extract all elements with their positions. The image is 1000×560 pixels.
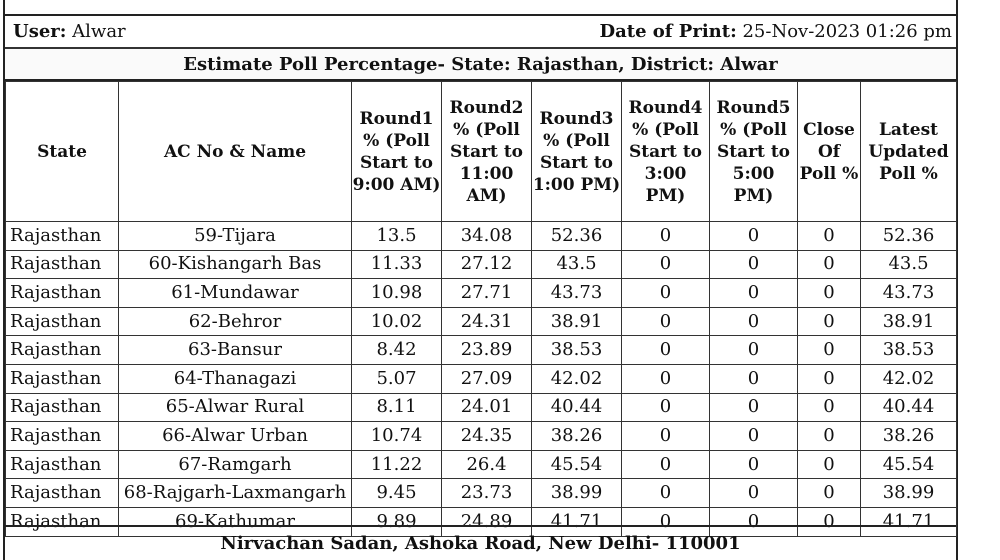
table-cell: 61-Mundawar: [119, 279, 352, 308]
table-cell: 0: [710, 364, 798, 393]
report-sheet: [3, 0, 958, 560]
table-cell: 11.33: [352, 250, 442, 279]
column-header: Round3 % (Poll Start to 1:00 PM): [532, 82, 622, 222]
poll-table: [5, 81, 957, 537]
table-cell: 34.08: [442, 222, 532, 251]
table-cell: 11.22: [352, 450, 442, 479]
table-cell: 0: [622, 279, 710, 308]
table-cell: 0: [622, 222, 710, 251]
table-cell: Rajasthan: [6, 450, 119, 479]
table-cell: 0: [798, 507, 861, 536]
table-cell: 43.5: [861, 250, 957, 279]
table-cell: 24.01: [442, 393, 532, 422]
table-cell: 67-Ramgarh: [119, 450, 352, 479]
user-info: [13, 21, 126, 42]
table-cell: 0: [710, 222, 798, 251]
table-cell: 43.73: [861, 279, 957, 308]
table-cell: 40.44: [532, 393, 622, 422]
table-cell: Rajasthan: [6, 393, 119, 422]
table-cell: 27.71: [442, 279, 532, 308]
user-label: User:: [13, 21, 67, 42]
table-cell: 8.42: [352, 336, 442, 365]
table-cell: 0: [798, 279, 861, 308]
table-cell: 10.74: [352, 422, 442, 451]
table-cell: 26.4: [442, 450, 532, 479]
table-cell: 38.99: [532, 479, 622, 508]
table-cell: 0: [710, 393, 798, 422]
table-cell: 0: [710, 450, 798, 479]
top-strip: [5, 0, 956, 16]
table-cell: 0: [798, 422, 861, 451]
table-cell: 0: [798, 450, 861, 479]
table-header-row: [6, 82, 957, 222]
table-row: [6, 422, 957, 451]
table-cell: 0: [798, 222, 861, 251]
table-cell: 23.73: [442, 479, 532, 508]
table-cell: 38.26: [861, 422, 957, 451]
table-cell: 43.73: [532, 279, 622, 308]
table-cell: Rajasthan: [6, 307, 119, 336]
table-cell: 42.02: [532, 364, 622, 393]
table-cell: 45.54: [861, 450, 957, 479]
column-header: Latest Updated Poll %: [861, 82, 957, 222]
table-cell: 38.91: [861, 307, 957, 336]
table-cell: 8.11: [352, 393, 442, 422]
table-cell: 0: [622, 507, 710, 536]
table-cell: 0: [798, 364, 861, 393]
column-header: State: [6, 82, 119, 222]
table-cell: 60-Kishangarh Bas: [119, 250, 352, 279]
table-row: [6, 479, 957, 508]
column-header: Round4 % (Poll Start to 3:00 PM): [622, 82, 710, 222]
print-date-label: Date of Print:: [599, 21, 737, 42]
table-cell: 0: [622, 336, 710, 365]
table-cell: Rajasthan: [6, 507, 119, 536]
column-header: AC No & Name: [119, 82, 352, 222]
table-row: [6, 450, 957, 479]
table-cell: 0: [710, 479, 798, 508]
table-cell: 0: [622, 364, 710, 393]
table-cell: 38.53: [532, 336, 622, 365]
table-cell: 13.5: [352, 222, 442, 251]
table-cell: 59-Tijara: [119, 222, 352, 251]
table-cell: 10.98: [352, 279, 442, 308]
table-cell: 0: [798, 307, 861, 336]
table-row: [6, 364, 957, 393]
table-row: [6, 279, 957, 308]
column-header: Round2 % (Poll Start to 11:00 AM): [442, 82, 532, 222]
table-cell: 0: [622, 479, 710, 508]
table-cell: 42.02: [861, 364, 957, 393]
table-cell: 0: [798, 250, 861, 279]
table-cell: 52.36: [532, 222, 622, 251]
table-cell: Rajasthan: [6, 422, 119, 451]
table-cell: 68-Rajgarh-Laxmangarh: [119, 479, 352, 508]
table-cell: 0: [710, 507, 798, 536]
table-cell: 41.71: [861, 507, 957, 536]
table-cell: 0: [622, 450, 710, 479]
table-cell: 5.07: [352, 364, 442, 393]
table-cell: 64-Thanagazi: [119, 364, 352, 393]
table-row: [6, 250, 957, 279]
table-cell: 0: [622, 307, 710, 336]
table-cell: 38.91: [532, 307, 622, 336]
table-row: [6, 307, 957, 336]
table-cell: 24.89: [442, 507, 532, 536]
table-cell: Rajasthan: [6, 479, 119, 508]
table-cell: 38.26: [532, 422, 622, 451]
table-cell: 0: [710, 307, 798, 336]
user-value: Alwar: [72, 21, 126, 42]
table-row: [6, 222, 957, 251]
table-cell: 24.31: [442, 307, 532, 336]
table-row: [6, 393, 957, 422]
table-cell: 27.12: [442, 250, 532, 279]
table-cell: 10.02: [352, 307, 442, 336]
table-cell: 0: [710, 336, 798, 365]
report-title: Estimate Poll Percentage- State: Rajasthan, District: Alwar: [5, 48, 956, 81]
table-body: [6, 222, 957, 537]
column-header: Round5 % (Poll Start to 5:00 PM): [710, 82, 798, 222]
table-cell: 45.54: [532, 450, 622, 479]
print-date-info: [599, 21, 952, 42]
table-cell: 52.36: [861, 222, 957, 251]
table-cell: 0: [798, 336, 861, 365]
table-cell: 0: [710, 422, 798, 451]
table-cell: 27.09: [442, 364, 532, 393]
table-cell: 43.5: [532, 250, 622, 279]
table-cell: Rajasthan: [6, 336, 119, 365]
table-cell: 0: [622, 250, 710, 279]
table-cell: 38.53: [861, 336, 957, 365]
table-cell: 9.89: [352, 507, 442, 536]
table-cell: 69-Kathumar: [119, 507, 352, 536]
table-cell: Rajasthan: [6, 279, 119, 308]
print-date-value: 25-Nov-2023 01:26 pm: [742, 21, 952, 42]
table-row: [6, 336, 957, 365]
footer-address: Nirvachan Sadan, Ashoka Road, New Delhi- 110001: [5, 525, 956, 560]
table-cell: 0: [798, 393, 861, 422]
table-cell: 40.44: [861, 393, 957, 422]
table-cell: 38.99: [861, 479, 957, 508]
column-header: Round1 % (Poll Start to 9:00 AM): [352, 82, 442, 222]
table-cell: 24.35: [442, 422, 532, 451]
user-bar: [5, 16, 956, 48]
table-cell: 62-Behror: [119, 307, 352, 336]
table-cell: 0: [622, 393, 710, 422]
table-cell: 9.45: [352, 479, 442, 508]
table-cell: 63-Bansur: [119, 336, 352, 365]
table-cell: 41.71: [532, 507, 622, 536]
table-cell: Rajasthan: [6, 364, 119, 393]
table-cell: 0: [622, 422, 710, 451]
table-cell: Rajasthan: [6, 222, 119, 251]
table-cell: 0: [798, 479, 861, 508]
table-cell: 23.89: [442, 336, 532, 365]
table-cell: Rajasthan: [6, 250, 119, 279]
column-header: Close Of Poll %: [798, 82, 861, 222]
table-cell: 65-Alwar Rural: [119, 393, 352, 422]
table-cell: 0: [710, 279, 798, 308]
table-cell: 66-Alwar Urban: [119, 422, 352, 451]
table-cell: 0: [710, 250, 798, 279]
